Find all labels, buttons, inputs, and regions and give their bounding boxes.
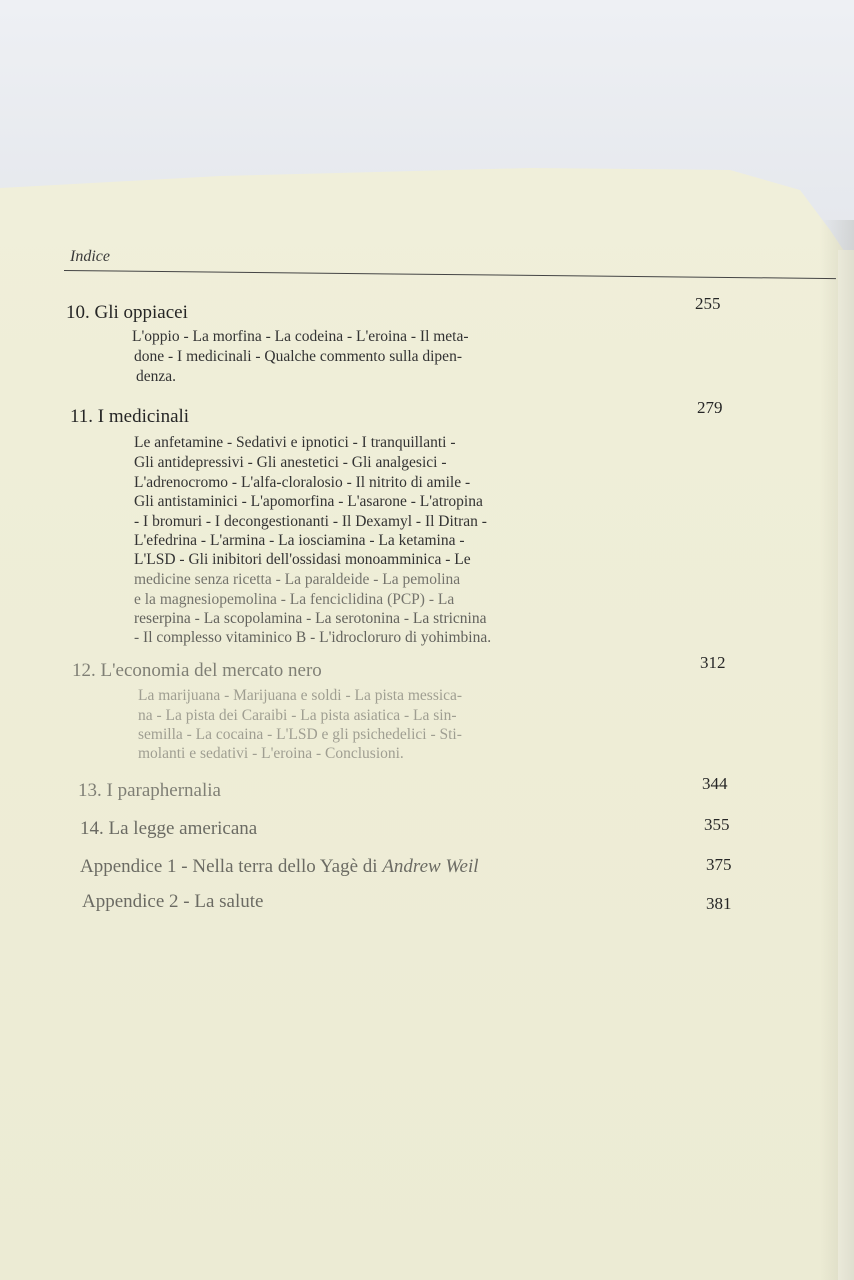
appendix-author: Andrew Weil [382, 856, 479, 877]
toc-entry-title: 11. I medicinali [70, 406, 190, 427]
toc-entry-line: semilla - La cocaina - L'LSD e gli psichedelici - Sti- [138, 726, 462, 743]
toc-entry-title: 12. L'economia del mercato nero [72, 660, 322, 681]
toc-entry-line: Le anfetamine - Sedativi e ipnotici - I tranquillanti - [134, 434, 456, 451]
appendix-title: Appendice 1 - Nella terra dello Yagè di [80, 856, 378, 877]
toc-entry-line: reserpina - La scopolamina - La serotonina - La stricnina [134, 610, 487, 627]
running-head: Indice [70, 248, 110, 265]
toc-entry-line: done - I medicinali - Qualche commento sulla dipen- [134, 348, 462, 365]
toc-entry-page: 344 [702, 774, 728, 793]
toc-entry-line: - I bromuri - I decongestionanti - Il Dexamyl - Il Ditran - [134, 513, 487, 530]
toc-entry-line: L'efedrina - L'armina - La iosciamina - La ketamina - [134, 532, 465, 549]
toc-entry-title: 14. La legge americana [80, 818, 258, 839]
toc-entry-line: denza. [136, 368, 177, 385]
toc-entry-line: - Il complesso vitaminico B - L'idrocloruro di yohimbina. [134, 629, 492, 646]
toc-entry-line: na - La pista dei Caraibi - La pista asiatica - La sin- [138, 707, 457, 724]
toc-entry-title: 13. I paraphernalia [78, 780, 221, 801]
toc-entry-page: 279 [697, 398, 723, 417]
toc-entry-title [80, 856, 479, 878]
toc-entry-line: medicine senza ricetta - La paraldeide - La pemolina [134, 571, 461, 588]
toc-entry-line: Gli antidepressivi - Gli anestetici - Gli analgesici - [134, 454, 447, 471]
toc-entry-page: 312 [700, 653, 726, 672]
toc-entry-title: 10. Gli oppiacei [66, 302, 188, 323]
toc-entry-line: L'adrenocromo - L'alfa-cloralosio - Il nitrito di amile - [134, 474, 471, 491]
toc-entry-line: La marijuana - Marijuana e soldi - La pista messica- [138, 687, 463, 704]
toc-entry-line: Gli antistaminici - L'apomorfina - L'asarone - L'atropina [134, 493, 483, 510]
toc-entry-page: 375 [706, 855, 732, 874]
toc-entry-page: 355 [704, 815, 730, 834]
toc-entry-line: e la magnesiopemolina - La fenciclidina (PCP) - La [134, 591, 455, 608]
toc-entry-page: 255 [695, 294, 721, 313]
toc-entry-title: Appendice 2 - La salute [82, 891, 264, 912]
toc-entry-line: molanti e sedativi - L'eroina - Conclusioni. [138, 745, 404, 762]
page-shadow [820, 220, 854, 1280]
toc-entry-line: L'LSD - Gli inibitori dell'ossidasi monoamminica - Le [134, 551, 471, 568]
toc-entry-line: L'oppio - La morfina - La codeina - L'eroina - Il meta- [132, 328, 469, 345]
toc-entry-page: 381 [706, 894, 732, 913]
